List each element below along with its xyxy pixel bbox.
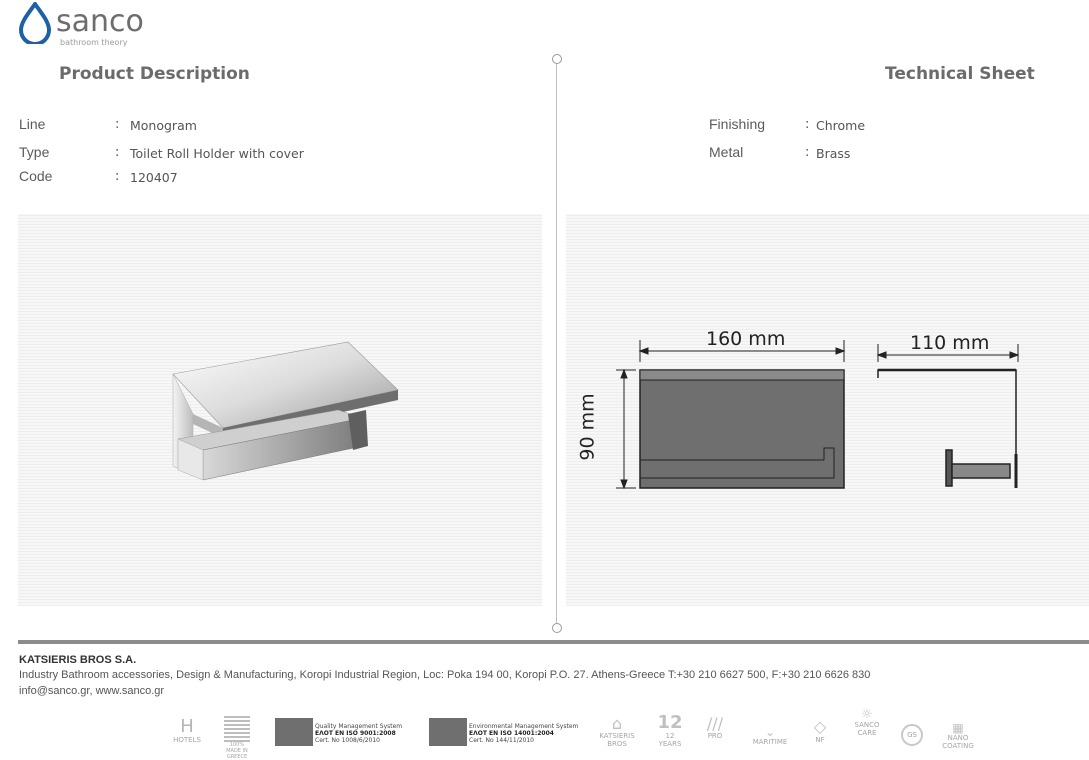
company-contact[interactable]: info@sanco.gr, www.sanco.gr [19, 685, 165, 697]
height-dimension-label: 90 mm [576, 393, 599, 461]
metal-label: Metal [709, 144, 744, 160]
product-description-heading: Product Description [59, 64, 250, 84]
divider-bottom-dot [552, 623, 562, 633]
column-divider [556, 58, 557, 630]
made-in-greece-badge: 100% MADE IN GREECE [222, 716, 252, 760]
type-value: Toilet Roll Holder with cover [130, 146, 304, 161]
technical-sheet-heading: Technical Sheet [885, 64, 1035, 84]
metal-colon: : [805, 145, 810, 160]
brand-tagline: bathroom theory [60, 38, 128, 47]
code-colon: : [115, 169, 120, 184]
sanco-care-badge: ☼ SANCO CARE [854, 707, 880, 737]
depth-dimension-label: 110 mm [910, 332, 990, 354]
front-view [640, 370, 844, 488]
line-label: Line [19, 116, 46, 132]
nano-coating-badge: ▦ NANO COATING [942, 721, 974, 750]
side-view [878, 370, 1016, 488]
brand-logo[interactable] [18, 2, 148, 46]
product-image [18, 214, 542, 606]
nf-badge: ◇ NF [813, 717, 827, 744]
environmental-cert-text: Environmental Management System ΕΛΟΤ EN ISO 14001:2004 Cert. No 144/11/2010 [469, 723, 579, 744]
euro-cert-logo-1 [275, 718, 313, 746]
euro-cert-logo-2 [429, 718, 467, 746]
code-label: Code [19, 168, 53, 184]
code-value: 120407 [130, 170, 178, 185]
pro-badge: /// PRO [706, 714, 724, 740]
quality-cert-text: Quality Management System ΕΛΟΤ EN ISO 9001:2008 Cert. No 1008/6/2010 [315, 723, 403, 744]
maritime-badge: ⌄ MARITIME [752, 725, 788, 746]
finishing-value: Chrome [816, 118, 866, 133]
product-photo-panel [18, 214, 542, 606]
line-colon: : [115, 117, 120, 132]
gs-badge: GS [898, 724, 926, 746]
hotels-badge: H HOTELS [173, 716, 201, 744]
divider-top-dot [552, 54, 562, 64]
finishing-colon: : [805, 117, 810, 132]
metal-value: Brass [816, 146, 851, 161]
brand-name: sanco [56, 4, 144, 39]
finishing-label: Finishing [709, 116, 766, 132]
company-address: Industry Bathroom accessories, Design & Manufacturing, Koropi Industrial Region, Loc: Poka 194 00, Koropi P.O. 27. Athens-Greece T:+30 210 6627 500, F:+30 210 6626 830 [19, 669, 871, 681]
water-drop-icon [18, 2, 52, 44]
type-label: Type [19, 144, 50, 160]
technical-drawing [566, 214, 1089, 606]
company-name: KATSIERIS BROS S.A. [19, 654, 137, 666]
width-dimension-label: 160 mm [706, 328, 786, 350]
technical-drawing-panel [566, 214, 1089, 606]
katsieris-badge: ⌂ KATSIERIS BROS [599, 714, 635, 748]
type-colon: : [115, 145, 120, 160]
footer-separator [18, 640, 1089, 644]
line-value: Monogram [130, 118, 197, 133]
years-badge: 12 12 YEARS [657, 712, 683, 748]
